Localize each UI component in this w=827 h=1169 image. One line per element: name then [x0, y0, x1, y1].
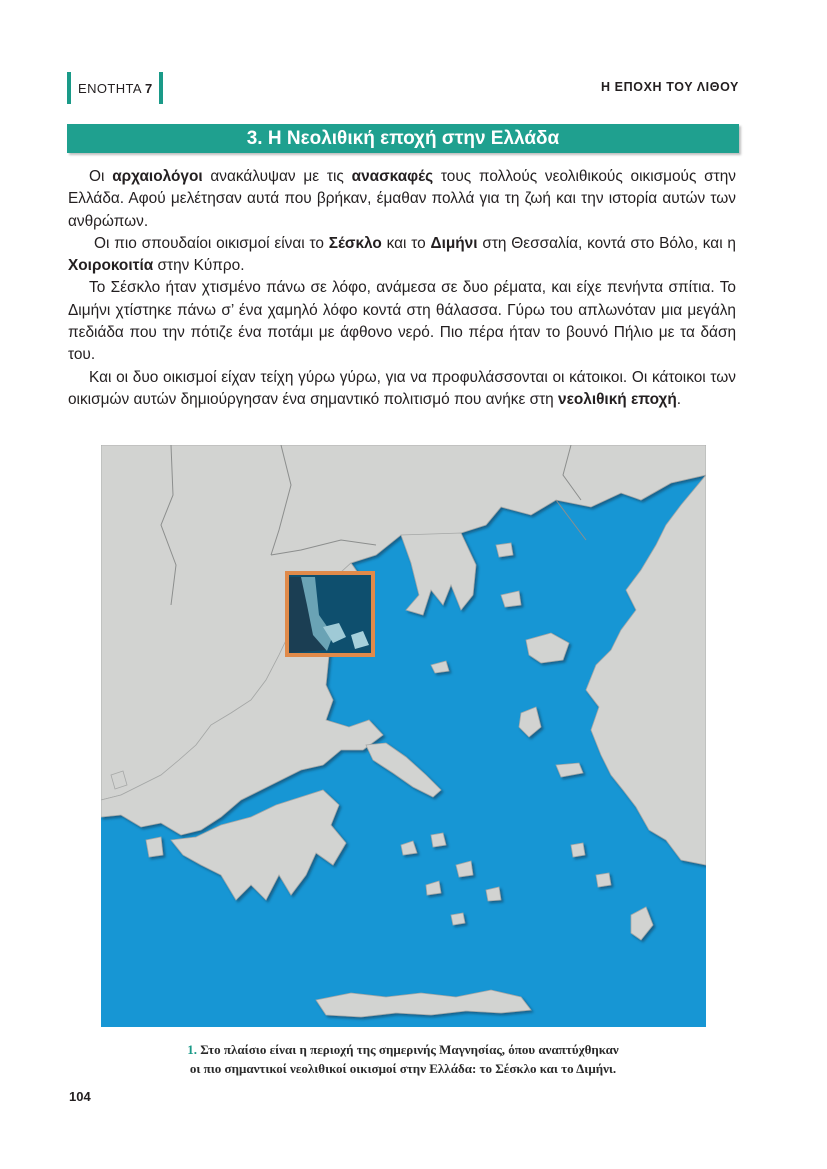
land-crete — [316, 990, 531, 1017]
page-number: 104 — [69, 1089, 91, 1104]
magnesia-inset — [287, 573, 373, 655]
paragraph-3: Το Σέσκλο ήταν χτισμένο πάνω σε λόφο, ανάμεσα σε δυο ρέματα, και είχε πενήντα σπίτια. Το Διμήνι χτίστηκε πάνω σ’ ένα χαμηλό λόφο κοντά στη θάλασσα. Γύρω του απλωνόταν μια μεγάλη πεδιάδα που την πότιζε ένα ποτάμι με άφθονο νερό. Πιο πέρα ήταν το βουνό Πήλιο με τα δάση του. — [68, 279, 736, 364]
land-ionian-2 — [146, 837, 163, 857]
greece-map — [101, 445, 706, 1027]
unit-header — [67, 72, 163, 104]
paragraph-1: Οι αρχαιολόγοι ανακάλυψαν με τις ανασκαφές τους πολλούς νεολιθικούς οικισμούς στην Ελλάδα. Αφού μελέτησαν αυτά που βρήκαν, έμαθαν πολλά για τη ζωή και την ιστορία αυτών των ανθρώπων. — [68, 168, 736, 230]
paragraph-4: Και οι δυο οικισμοί είχαν τείχη γύρω γύρω, για να προφυλάσσονται οι κάτοικοι. Οι κάτοικοι των οικισμών αυτών δημιούργησαν ένα σημαντικό πολιτισμό που ανήκε στη νεολιθική εποχή. — [68, 368, 736, 408]
land-cyclades-2 — [431, 833, 446, 847]
caption-line-2: οι πιο σημαντικοί νεολιθικοί οικισμοί στην Ελλάδα: το Σέσκλο και το Διμήνι. — [189, 1060, 617, 1076]
land-thassos — [496, 543, 513, 557]
caption-number: 1. — [187, 1042, 198, 1057]
land-cyclades-5 — [486, 887, 501, 901]
unit-label: ΕΝΟΤΗΤΑ 7 — [78, 80, 153, 96]
unit-number: 7 — [144, 80, 153, 96]
land-cyclades-6 — [451, 913, 465, 925]
map-graphic — [101, 445, 706, 1027]
section-title-band — [67, 124, 739, 153]
body-text — [68, 166, 736, 411]
land-dodecanese-2 — [596, 873, 611, 887]
caption-line-1: 1. Στο πλαίσιο είναι η περιοχή της σημερινής Μαγνησίας, όπου αναπτύχθηκαν — [187, 1042, 619, 1057]
figure-caption — [100, 1041, 706, 1078]
section-title: 3. Η Νεολιθική εποχή στην Ελλάδα — [246, 127, 560, 149]
chapter-title: Η ΕΠΟΧΗ ΤΟΥ ΛΙΘΟΥ — [600, 80, 739, 94]
paragraph-2: Οι πιο σπουδαίοι οικισμοί είναι το Σέσκλο και το Διμήνι στη Θεσσαλία, κοντά στο Βόλο, και η Χοιροκοιτία στην Κύπρο. — [68, 234, 736, 275]
land-dodecanese-1 — [571, 843, 585, 857]
header-bar-right — [159, 72, 163, 104]
